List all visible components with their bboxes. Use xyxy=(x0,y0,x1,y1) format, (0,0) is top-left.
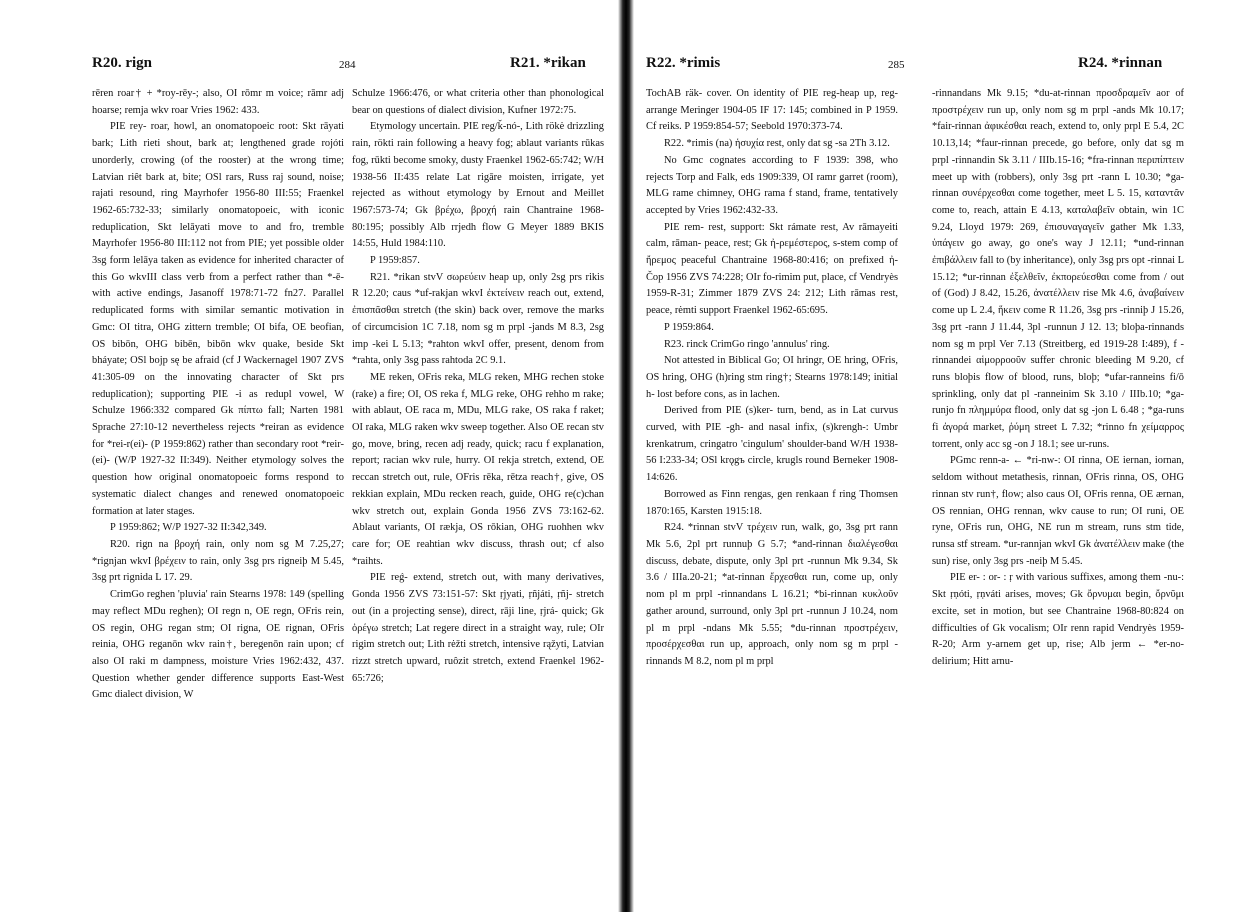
paragraph: Schulze 1966:476, or what criteria other than phonological bear on questions of dialect division, Kufner 1972:75. xyxy=(352,88,604,116)
paragraph: Borrowed as Finn rengas, gen renkaan f ring Thomsen 1870:165, Karsten 1915:18. xyxy=(646,488,898,517)
right-page-number: 285 xyxy=(888,59,905,71)
right-page xyxy=(634,0,1246,912)
paragraph: CrimGo reghen 'pluvia' rain Stearns 1978: 149 (spelling may reflect MDu reghen); OI regn n, OE regn, OFris rein, OS regin, OHG regan stm; OI rigna, OE rignan, OFris reinia, OHG reganōn wkv rain†, beregenōn rain upon; cf also OI raki m dampness, moisture Vries 1962:432, 437. Question whether gender difference supports East-West Gmc dialect division, W xyxy=(92,589,344,701)
book-gutter xyxy=(618,0,634,912)
paragraph: P 1959:857. xyxy=(370,255,420,267)
paragraph: ME reken, OFris reka, MLG reken, MHG rechen stoke (rake) a fire; OI, OS reka f, MLG reke, OHG rehho m rake; with ablaut, OE raca m, MDu, MLG rake, OS raka f raket; OI raka, MLG raken wkv sweep together. Also OE recan stv go, move, bring, recen adj ready, quick; racu f explanation, report; racian wkv rule, hurry. OI rekja stretch, extend, OE reccan stretch out, rule, OFris rēka, rētza reach†, give, OS rekkian explain, MDu recken reach, guide, OHG re(c)chan wkv stretch out, explain Gonda 1956 ZVS 73:162-62. Ablaut variants, OI rækja, OS rōkian, OHG ruohhen wkv care for; OE reahtian wkv discuss, thrash out; cf also *raihts. xyxy=(352,371,604,567)
paragraph: PGmc renn-a- ← *ri-nw-: OI rinna, OE iernan, iornan, seldom without metathesis, rinnan, OFris rinna, OS, OHG rinnan stv run†, flow; also caus OI, OFris renna, OE ærnan, OS rennian, OHG rennan, wkv cause to run; OI runi, OE ryne, OFris run, OHG, NE run m stream, runs stm tide, runsa stf stream. *ur-rannjan wkvI Gk ἀνατέλλειν make (the sun) rise, only 3sg prs -neiþ M 5.45. xyxy=(932,455,1184,567)
paragraph: No Gmc cognates according to F 1939: 398, who rejects Torp and Falk, eds 1909:339, OI ramr garret (room), MLG rame chimney, OHG rama f stand, frame, tentatively accepted by Vries 1962:432-33. xyxy=(646,154,898,216)
left-header-next-entry: R21. *rikan xyxy=(510,55,586,71)
paragraph: R22. *rimis (na) ἡσυχία rest, only dat sg -sa 2Th 3.12. xyxy=(664,138,890,150)
paragraph: R24. *rinnan stvV τρέχειν run, walk, go, 3sg prt rann Mk 5.6, 2pl prt runnuþ G 5.7; *and-rinnan διαλέγεσθαι discuss, debate, dispute, only 3pl prt -runnun Mk 9.34, Sk 3.6 / IIIa.20-21; *at-rinnan ἔρχεσθαι run, come up, only nom pl m prpl -rinnandans L 16.21; *bi-rinnan κυκλοῦν gather around, surround, only 3pl prt -runnun J 10.24, nom pl m prpl -ndans Mk 5.55; *du-rinnan προστρέχειν, προσέρχεσθαι run up, approach, only nom sg m prpl -rinnands M 8.2, nom pl m prpl xyxy=(646,522,898,667)
left-page-number: 284 xyxy=(339,59,356,71)
paragraph: P 1959:864. xyxy=(664,321,714,333)
right-column-2 xyxy=(932,86,1184,671)
paragraph: PIE er- : or- : ṛ with various suffixes, among them -nu-: Skt ṛṇóti, ṛṇváti arises, moves; Gk ὄρνυμαι begin, ὄρνῦμι excite, set in motion, but see Chantraine 1968-80:824 on difficulties of Gk vocalism; OIr renn rapid Vendryès 1959-R-20; Arm y-arnem get up, rise; Alb jerm ← *er-no- delirium; Hitt arnu- xyxy=(932,572,1184,667)
paragraph: R21. *rikan stvV σωρεύειν heap up, only 2sg prs rikis R 12.20; caus *uf-rakjan wkvI ἐκτείνειν reach out, extend, ἐπισπᾶσθαι stretch (the skin) back over, remove the marks of circumcision 1C 7.18, nom sg m prpl -jands M 8.3, 2sg imp -kei L 5.13; *rahton wkvI offer, present, denom from *rahta, only 3sg pass rahtoda 2C 9.1. xyxy=(352,271,604,367)
paragraph: TochAB räk- cover. On identity of PIE reg-heap up, reg- arrange Meringer 1904-05 IF 17: 145; combined in P 1959. Cf reiks. P 1959:854-57; Seebold 1970:373-74. xyxy=(646,88,898,133)
paragraph: PIE rem- rest, support: Skt rámate rest, Av rāmayeiti calm, rāman- peace, rest; Gk ἠ-ρεμέστερος, s-stem comp of ἤρεμος peaceful Chantraine 1968-80:416; on prefixed ἠ- Čop 1956 ZVS 74:228; OIr fo-rimim put, place, cf Vendryès 1959-R-31; Zimmer 1879 ZVS 24: 212; Lith rāmas rest, peace, rėmti support Fraenkel 1962-65:695. xyxy=(646,221,898,317)
right-header-next-entry: R24. *rinnan xyxy=(1078,55,1163,71)
paragraph: -rinnandans Mk 9.15; *du-at-rinnan προσδραμεῖν aor of προστρέχειν run up, only nom sg m prpl -ands Mk 10.17; *fair-rinnan ἀφικέσθαι reach, extend to, only prpl E 5.4, 2C 10.13,14; *faur-rinnan precede, go before, only dat sg m prpl -rinnandin Sk 3.11 / IIIb.15-16; *fra-rinnan περιπίπτειν meet up with (robbers), only 3sg prt -rann L 10.30; *ga-rinnan συνέρχεσθαι come together, meet L 5. 15, καταντᾶν come to, reach, attain E 4.13, καταλαβεῖν obtain, win 1C 9.24, Lloyd 1979: 269, ἐπισυναγαγεῖν gather Mk 1.33, ὑπάγειν go away, go one's way J 12.11; *und-rinnan ἐπιβάλλειν fall to (by inheritance), only 3sg prs opt -rinnai L 15.12; *ur-rinnan ἐξελθεῖν, ἐκπορεύεσθαι come from / out of (God) J 8.42, 15.26, ἀνατέλλειν rise Mk 4.6, ἀναβαίνειν come up L 2.4, ἥκειν come R 11.26, 3sg prs -rinniþ J 15.26, 3sg prt -rann J 11.44, 3pl -runnun J 12. 13; bloþa-rinnands nom sg m prpl Ver 7.13 (Streitberg, ed 1919-28 I:489), f -rinnandei αἱμορροοῦν suffer chronic bleeding M 9.20, cf runs bloþis flow of blood, runs, bloþ; *ufar-ranneins fi/ō sprinkling, only dat pl -ranneinim Sk 3.10 / IIIb.10; *ga-runjo fn πλημμύρα flood, only dat sg -jon L 6.48 ; *ga-runs fi ἀγορά market, ῥύμη street L 7.32; *rinno fn χείμαρρος torrent, only acc sg -on J 18.1; see ur-runs. xyxy=(932,88,1184,450)
paragraph: rēren roar† + *roy-rēy-; also, OI rōmr m voice; rāmr adj hoarse; remja wkv roar Vries 1962: 433. xyxy=(92,88,344,116)
paragraph: P 1959:862; W/P 1927-32 II:342,349. xyxy=(110,522,267,534)
paragraph: R20. rign na βροχή rain, only nom sg M 7.25,27; *rignjan wkvI βρέχειν to rain, only 3sg prs rigneiþ M 5.45, 3sg prt rignida L 17. 29. xyxy=(92,538,344,584)
paragraph: PIE rey- roar, howl, an onomatopoeic root: Skt rāyati bark; Lith rieti shout, bark at; lengthened grade rojóti unorderly, crowing (of the rooster) at the wrong time; Latvian riêt bark at, bite; OSl rars, Russ raj sound, noise; rajati resound, ring Mayrhofer 1956-80 III:55; Fraenkel 1962-65:732-33; similarly onomatopoeic, with iconic reduplication, Skt lelāyati move to and fro, tremble Mayrhofer 1956-80 III:112 not from PIE; yet possible older 3sg form lelāya taken as evidence for inherited character of this Go wkvIII class verb from a perfect rather than *-ē- with active endings, Jasanoff 1978:71-72 fn27. Parallel reduplicated forms with similar semantic motivation in Gmc: OI titra, OHG zittern tremble; OI bifa, OE beofian, OS bibōn, OHG bibēn, bibōn wkv quake, beside Skt bháyate; OSl bojp sę be afraid (cf J Wackernagel 1907 ZVS 41:305-09 on the innovating character of Skt prs reduplication); supporting PIE -i as redupl vowel, W Schulze 1966:332 compared Gk πίπτω fall; Narten 1981 Sprache 27:10-12 nevertheless rejects *reiran as evidence for *rei-r(ei)- (P 1959:862) rather than secondary root *reir-(ei)- (W/P 1927-32 II:349). Neither etymology solves the question how original onomatopoeic forms respond to systematic dialect changes and renewed onomatopoeic formation at later stages. xyxy=(92,121,344,517)
right-header-entry: R22. *rimis xyxy=(646,55,721,71)
left-column-2 xyxy=(352,86,604,687)
paragraph: Not attested in Biblical Go; OI hringr, OE hring, OFris, OS hring, OHG (h)ring stm ring†; Stearns 1978:149; initial h- lost before cons, as in lachen. xyxy=(646,355,898,400)
paragraph: Derived from PIE (s)ker- turn, bend, as in Lat curvus curved, with PIE -gh- and nasal infix, (s)krengh-: Umbr krenkatrum, cringatro 'cingulum' shoulder-band W/H 1938-56 I:233-34; OSl krǫgъ circle, krugls round Berneker 1908-14:626. xyxy=(646,405,898,484)
paragraph: R23. rinck CrimGo ringo 'annulus' ring. xyxy=(664,338,830,350)
left-page xyxy=(0,0,618,912)
paragraph: Etymology uncertain. PIE reg/ǩ-nó-, Lith rökė drizzling rain, rökti rain following a heavy fog; ablaut variants rūkas fog, rūkti become smoky, dusty Fraenkel 1962-65:742; W/H 1938-56 II:435 relate Lat rigāre moisten, irrigate, yet rejected as without etymology by Ernout and Meillet 1967:573-74; Gk βρέχω, βροχή rain Chantraine 1968-80:195; possibly Alb rrjedh flow G Meyer 1889 BKIS 14:55, Huld 1984:110. xyxy=(352,121,604,250)
right-column-1 xyxy=(646,86,898,671)
left-column-1 xyxy=(92,86,344,704)
left-header-entry: R20. rign xyxy=(92,55,152,71)
paragraph: PIE reǵ- extend, stretch out, with many derivatives, Gonda 1956 ZVS 73:151-57: Skt ṛjyati, ṛñjáti, ṛñj- stretch out (in a projecting sense), direct, rāji line, ṛjrá- quick; Gk ὀρέγω stretch; Lat regere direct in a straight way, rule; OIr rigim stretch out; Lith rėžti stretch, intensive rąžyti, Latvian rizzt stretch upward, ruôzit stretch, extend Fraenkel 1962-65:726; xyxy=(352,572,604,684)
